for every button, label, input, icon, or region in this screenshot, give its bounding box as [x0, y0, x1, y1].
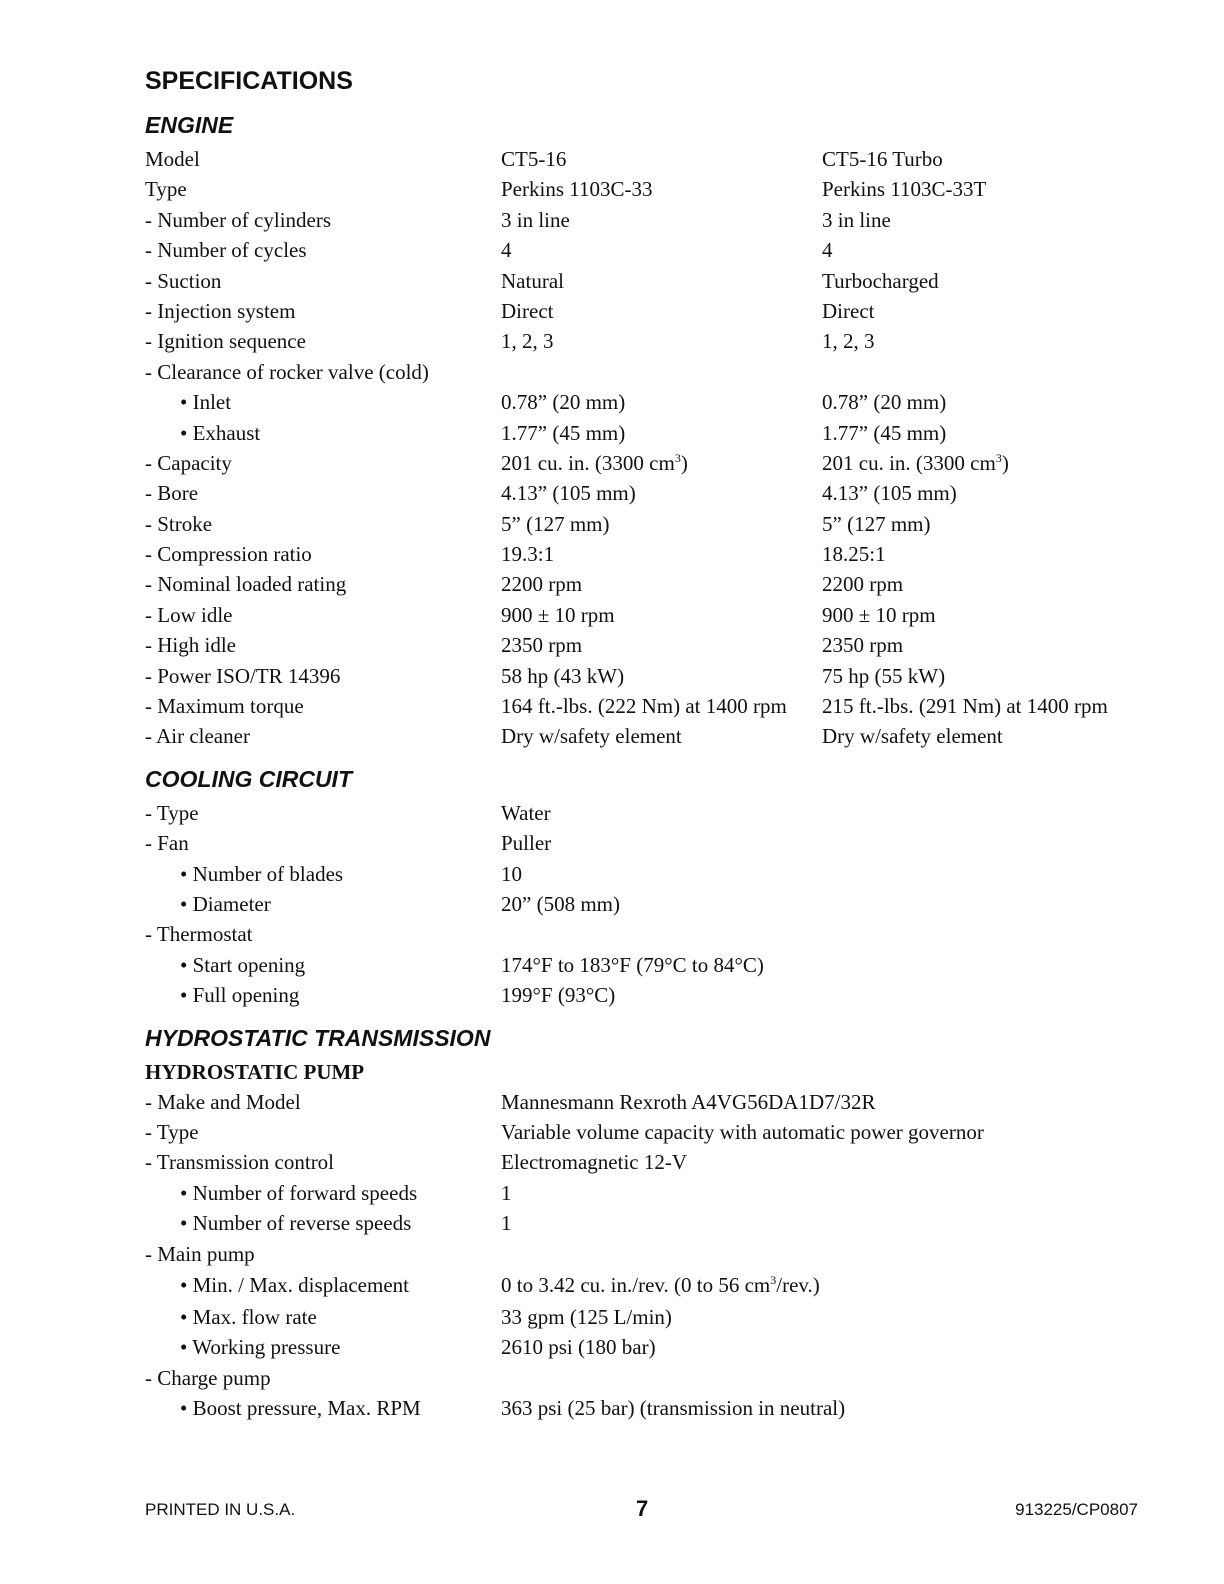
spec-row: [145, 357, 1145, 387]
spec-value-turbo: 18.25:1: [822, 542, 886, 567]
spec-label: • Start opening: [180, 952, 306, 977]
spec-row: [145, 387, 1145, 417]
spec-row: [145, 600, 1145, 630]
page-number: 7: [636, 1496, 649, 1521]
page-footer: [145, 1496, 1138, 1526]
spec-row: [145, 326, 1145, 356]
spec-value: 5” (127 mm): [501, 511, 610, 536]
spec-row: [145, 950, 1145, 980]
spec-label: - Maximum torque: [145, 694, 304, 719]
spec-row: [145, 1087, 1145, 1117]
spec-label: - Charge pump: [145, 1365, 271, 1390]
spec-value: 4.13” (105 mm): [501, 481, 636, 506]
spec-row: [145, 661, 1145, 691]
spec-value: 4: [501, 238, 512, 263]
spec-label: • Working pressure: [180, 1335, 341, 1360]
spec-label: - Stroke: [145, 511, 213, 536]
spec-value: 2610 psi (180 bar): [501, 1335, 656, 1360]
engine-heading: ENGINE: [145, 112, 234, 138]
spec-value: 1.77” (45 mm): [501, 420, 626, 445]
spec-label: • Number of reverse speeds: [180, 1211, 412, 1236]
spec-row: [145, 1239, 1145, 1269]
spec-row: [145, 1269, 1145, 1302]
spec-value: 10: [501, 861, 522, 886]
spec-value: 900 ± 10 rpm: [501, 602, 615, 627]
spec-value: 2200 rpm: [501, 572, 583, 597]
spec-label: • Min. / Max. displacement: [180, 1272, 409, 1297]
spec-row: [145, 889, 1145, 919]
spec-value: CT5-16: [501, 147, 567, 171]
spec-row: [145, 919, 1145, 949]
spec-row: [145, 1178, 1145, 1208]
spec-label: - Number of cylinders: [145, 207, 332, 232]
spec-row: [145, 980, 1145, 1010]
spec-row: [145, 539, 1145, 569]
spec-value: 2350 rpm: [501, 633, 583, 658]
spec-value-turbo: 5” (127 mm): [822, 511, 931, 536]
spec-row: [145, 296, 1145, 326]
footer-doc-code: 913225/CP0807: [1015, 1500, 1138, 1519]
engine-table: [145, 144, 1145, 752]
spec-row: [145, 478, 1145, 508]
spec-value-turbo: CT5-16 Turbo: [822, 147, 943, 171]
spec-row: [145, 859, 1145, 889]
spec-value: Variable volume capacity with automatic power governor: [501, 1119, 984, 1144]
spec-label: Model: [145, 147, 200, 171]
spec-value-turbo: 2200 rpm: [822, 572, 904, 597]
spec-value-turbo: 900 ± 10 rpm: [822, 602, 936, 627]
spec-label: • Diameter: [180, 891, 271, 916]
spec-value: 363 psi (25 bar) (transmission in neutral): [501, 1396, 846, 1421]
spec-row: [145, 569, 1145, 599]
spec-value: 0 to 3.42 cu. in./rev. (0 to 56 $cm^3/rev$.): [501, 1272, 820, 1297]
spec-value: Perkins 1103C-33: [501, 177, 653, 202]
spec-label: - Capacity: [145, 450, 232, 475]
spec-row: [145, 1332, 1145, 1362]
spec-value-turbo: 75 hp (55 kW): [822, 663, 946, 688]
spec-value: Mannesmann Rexroth A4VG56DA1D7/32R: [501, 1089, 876, 1114]
spec-label: - Type: [145, 1119, 199, 1144]
spec-row: [145, 1117, 1145, 1147]
spec-value-turbo: 201 cu. in. (3300 $cm^3$): [822, 450, 1009, 475]
spec-value: 58 hp (43 kW): [501, 663, 625, 688]
spec-value: 201 cu. in. (3300 $cm^3$): [501, 450, 688, 475]
spec-value: 164 ft.-lbs. (222 Nm) at 1400 rpm: [501, 694, 787, 719]
spec-label: - Fan: [145, 831, 189, 856]
spec-value-turbo: Dry w/safety element: [822, 724, 1003, 749]
spec-label: - Air cleaner: [145, 724, 250, 749]
spec-row: [145, 691, 1145, 721]
spec-label: • Boost pressure, Max. RPM: [180, 1396, 421, 1421]
spec-row: [145, 266, 1145, 296]
spec-label: - Nominal loaded rating: [145, 572, 347, 597]
spec-label: - Power ISO/TR 14396: [145, 663, 341, 688]
spec-value-turbo: 1, 2, 3: [822, 329, 875, 354]
spec-value: 3 in line: [501, 207, 570, 232]
spec-row: [145, 798, 1145, 828]
page-title: SPECIFICATIONS: [145, 67, 353, 95]
spec-value: 174°F to 183°F (79°C to 84°C): [501, 952, 764, 977]
spec-label: - Bore: [145, 481, 199, 506]
spec-label: • Exhaust: [180, 420, 261, 445]
hydrostatic-pump-subheading: HYDROSTATIC PUMP: [145, 1059, 365, 1084]
spec-value: 0.78” (20 mm): [501, 390, 626, 415]
spec-label: • Number of blades: [180, 861, 344, 886]
spec-value-turbo: 215 ft.-lbs. (291 Nm) at 1400 rpm: [822, 694, 1108, 719]
spec-row: [145, 174, 1145, 204]
spec-value-turbo: 2350 rpm: [822, 633, 904, 658]
spec-label: - Injection system: [145, 298, 296, 323]
spec-label: - Low idle: [145, 602, 233, 627]
spec-value: 1: [501, 1211, 512, 1236]
spec-row: [145, 1393, 1145, 1423]
spec-value: Water: [501, 800, 551, 825]
spec-row: [145, 448, 1145, 478]
spec-value-turbo: 1.77” (45 mm): [822, 420, 947, 445]
spec-label: - Main pump: [145, 1241, 255, 1266]
spec-value: 33 gpm (125 L/min): [501, 1304, 672, 1329]
spec-row: [145, 144, 1145, 174]
spec-label: - Thermostat: [145, 922, 253, 947]
spec-row: [145, 1208, 1145, 1238]
spec-value-turbo: Perkins 1103C-33T: [822, 177, 987, 202]
spec-value-turbo: 3 in line: [822, 207, 891, 232]
spec-label: - High idle: [145, 633, 236, 658]
spec-row: [145, 721, 1145, 751]
spec-page: [145, 62, 1145, 1423]
spec-value: Dry w/safety element: [501, 724, 682, 749]
cooling-table: [145, 798, 1145, 1011]
spec-value: Direct: [501, 298, 554, 323]
spec-label: • Number of forward speeds: [180, 1180, 418, 1205]
cooling-heading: COOLING CIRCUIT: [145, 765, 352, 792]
spec-label: - Compression ratio: [145, 542, 312, 567]
spec-label: - Suction: [145, 268, 222, 293]
spec-value-turbo: 4.13” (105 mm): [822, 481, 957, 506]
spec-label: Type: [145, 177, 187, 202]
spec-value-turbo: 0.78” (20 mm): [822, 390, 947, 415]
spec-label: - Clearance of rocker valve (cold): [145, 359, 429, 384]
spec-value: 20” (508 mm): [501, 891, 620, 916]
spec-value: 1: [501, 1180, 512, 1205]
footer-printed: PRINTED IN U.S.A.: [145, 1500, 296, 1519]
spec-value: 19.3:1: [501, 542, 555, 567]
spec-row: [145, 235, 1145, 265]
spec-row: [145, 1147, 1145, 1177]
spec-row: [145, 418, 1145, 448]
spec-value: Natural: [501, 268, 564, 293]
spec-label: • Inlet: [180, 390, 232, 415]
spec-value: Puller: [501, 831, 552, 856]
spec-label: - Type: [145, 800, 199, 825]
hydrostatic-table: [145, 1087, 1145, 1424]
spec-value: 199°F (93°C): [501, 983, 616, 1008]
spec-row: [145, 509, 1145, 539]
spec-label: • Max. flow rate: [180, 1304, 317, 1329]
spec-label: - Transmission control: [145, 1150, 335, 1175]
spec-row: [145, 828, 1145, 858]
spec-row: [145, 1363, 1145, 1393]
spec-value-turbo: Direct: [822, 298, 875, 323]
spec-value: Electromagnetic 12-V: [501, 1150, 688, 1175]
spec-row: [145, 630, 1145, 660]
spec-value-turbo: 4: [822, 238, 833, 263]
spec-label: - Ignition sequence: [145, 329, 306, 354]
spec-row: [145, 1302, 1145, 1332]
hydrostatic-heading: HYDROSTATIC TRANSMISSION: [145, 1024, 491, 1051]
spec-label: - Number of cycles: [145, 238, 307, 263]
spec-row: [145, 205, 1145, 235]
spec-label: - Make and Model: [145, 1089, 301, 1114]
spec-value: 1, 2, 3: [501, 329, 554, 354]
spec-value-turbo: Turbocharged: [822, 268, 939, 293]
spec-label: • Full opening: [180, 983, 300, 1008]
